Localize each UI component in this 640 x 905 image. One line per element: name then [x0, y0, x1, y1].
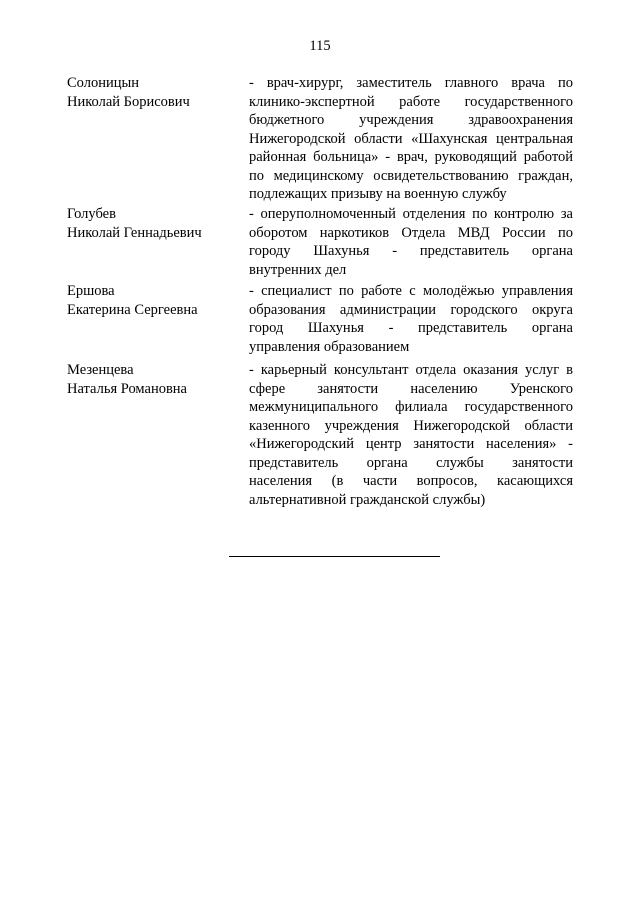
- member-name: [67, 205, 242, 242]
- member-surname: Солоницын: [67, 75, 139, 91]
- role-line: - врач-хирург, заместитель главного врача по: [249, 75, 573, 91]
- member-surname: Голубев: [67, 206, 116, 222]
- role-line: сфере занятости населению Уренского: [249, 380, 573, 397]
- member-given-names: Екатерина Сергеевна: [67, 301, 198, 318]
- role-line: альтернативной гражданской службы): [249, 491, 486, 508]
- page-number: 115: [309, 38, 331, 54]
- member-given-names: Николай Борисович: [67, 93, 190, 110]
- member-role: [249, 361, 573, 509]
- role-line: оборотом наркотиков Отдела МВД России по: [249, 224, 573, 241]
- role-line: «Нижегородский центр занятости населения» -: [249, 436, 573, 452]
- role-line: управления образованием: [249, 338, 410, 355]
- role-line: межмуниципального филиала государственного: [249, 399, 573, 415]
- role-line: казенного учреждения Нижегородской области: [249, 417, 573, 434]
- member-name: [67, 361, 242, 398]
- role-line: образования администрации городского округа: [249, 301, 573, 318]
- role-line: - оперуполномоченный отделения по контролю за: [249, 206, 573, 222]
- role-line: городу Шахунья - представитель органа: [249, 243, 573, 259]
- member-given-names: Наталья Романовна: [67, 380, 187, 397]
- member-surname: Ершова: [67, 283, 115, 299]
- role-line: внутренних дел: [249, 261, 347, 278]
- role-line: районная больница» - врач, руководящий работой: [249, 149, 573, 165]
- member-name: [67, 282, 242, 319]
- member-given-names: Николай Геннадьевич: [67, 224, 202, 241]
- role-line: подлежащих призыву на военную службу: [249, 186, 507, 202]
- member-surname: Мезенцева: [67, 362, 134, 378]
- role-line: бюджетного учреждения здравоохранения: [249, 112, 573, 128]
- role-line: город Шахунья - представитель органа: [249, 320, 573, 336]
- member-role: [249, 205, 573, 279]
- role-line: - специалист по работе с молодёжью управления: [249, 283, 573, 299]
- member-role: [249, 282, 573, 356]
- role-line: представитель органа службы занятости: [249, 454, 573, 471]
- role-line: клинико-экспертной работе государственного: [249, 93, 573, 110]
- closing-rule: [229, 556, 440, 557]
- member-name: [67, 74, 242, 111]
- role-line: по медицинскому освидетельствованию граждан,: [249, 167, 573, 184]
- role-line: - карьерный консультант отдела оказания услуг в: [249, 362, 573, 378]
- role-line: населения (в части вопросов, касающихся: [249, 473, 573, 489]
- role-line: Нижегородской области «Шахунская центральная: [249, 130, 573, 147]
- member-role: [249, 74, 573, 204]
